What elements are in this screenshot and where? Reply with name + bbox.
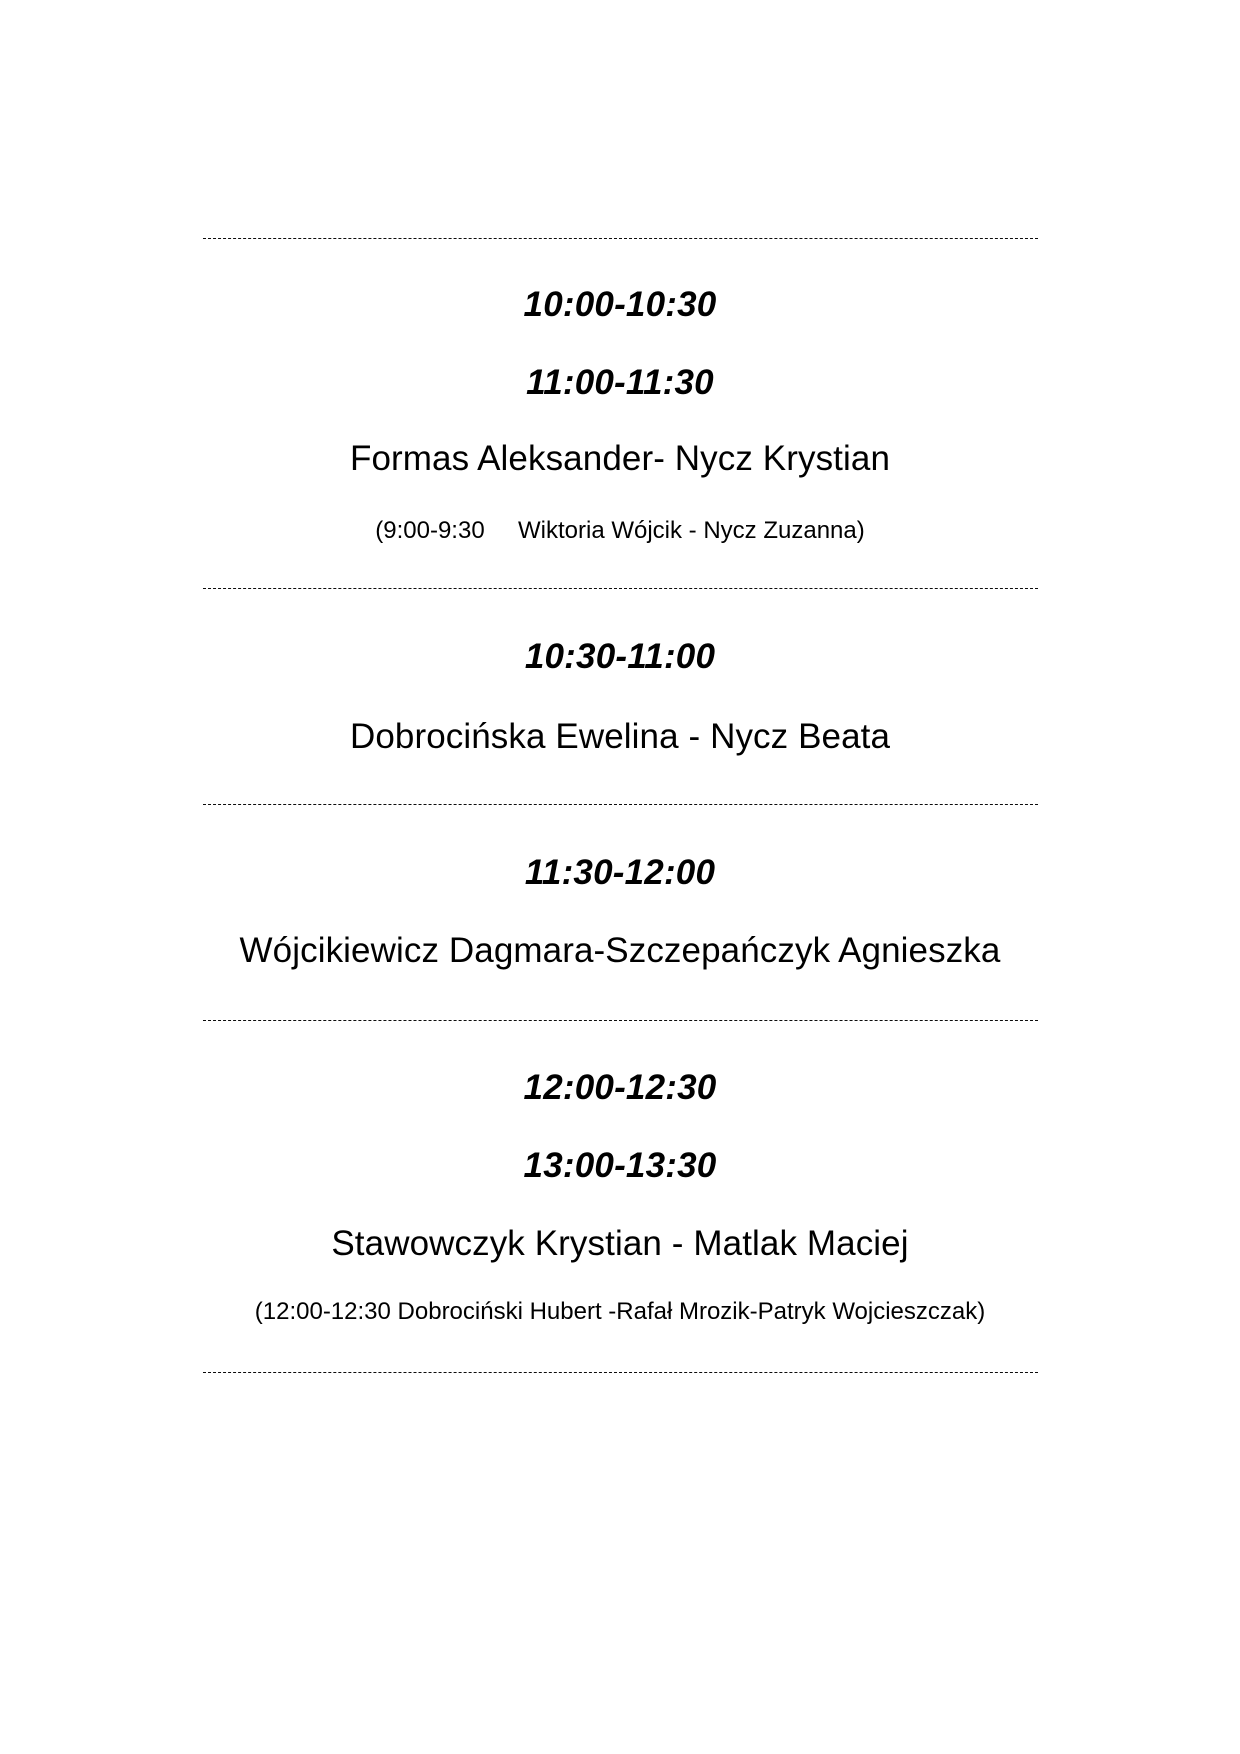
participants: Stawowczyk Krystian - Matlak Maciej — [331, 1224, 909, 1263]
dashed-separator — [203, 588, 1038, 591]
participants: Dobrocińska Ewelina - Nycz Beata — [349, 717, 891, 756]
time-slot: 13:00-13:30 — [523, 1146, 717, 1185]
time-slot: 10:30-11:00 — [524, 637, 716, 676]
dashed-separator — [203, 1372, 1038, 1375]
participants: Wójcikiewicz Dagmara-Szczepańczyk Agnieszka — [239, 931, 1001, 970]
time-slot: 11:00-11:30 — [526, 363, 714, 402]
dashed-separator — [203, 1020, 1038, 1023]
time-slot: 11:30-12:00 — [524, 853, 716, 892]
dashed-separator — [203, 238, 1038, 241]
note: (12:00-12:30 Dobrociński Hubert -Rafał Mrozik-Patryk Wojcieszczak) — [254, 1298, 986, 1325]
time-slot: 12:00-12:30 — [523, 1068, 717, 1107]
note: (9:00-9:30 Wiktoria Wójcik - Nycz Zuzanna) — [375, 517, 865, 544]
time-slot: 10:00-10:30 — [523, 285, 717, 324]
participants: Formas Aleksander- Nycz Krystian — [349, 439, 891, 478]
dashed-separator — [203, 804, 1038, 807]
